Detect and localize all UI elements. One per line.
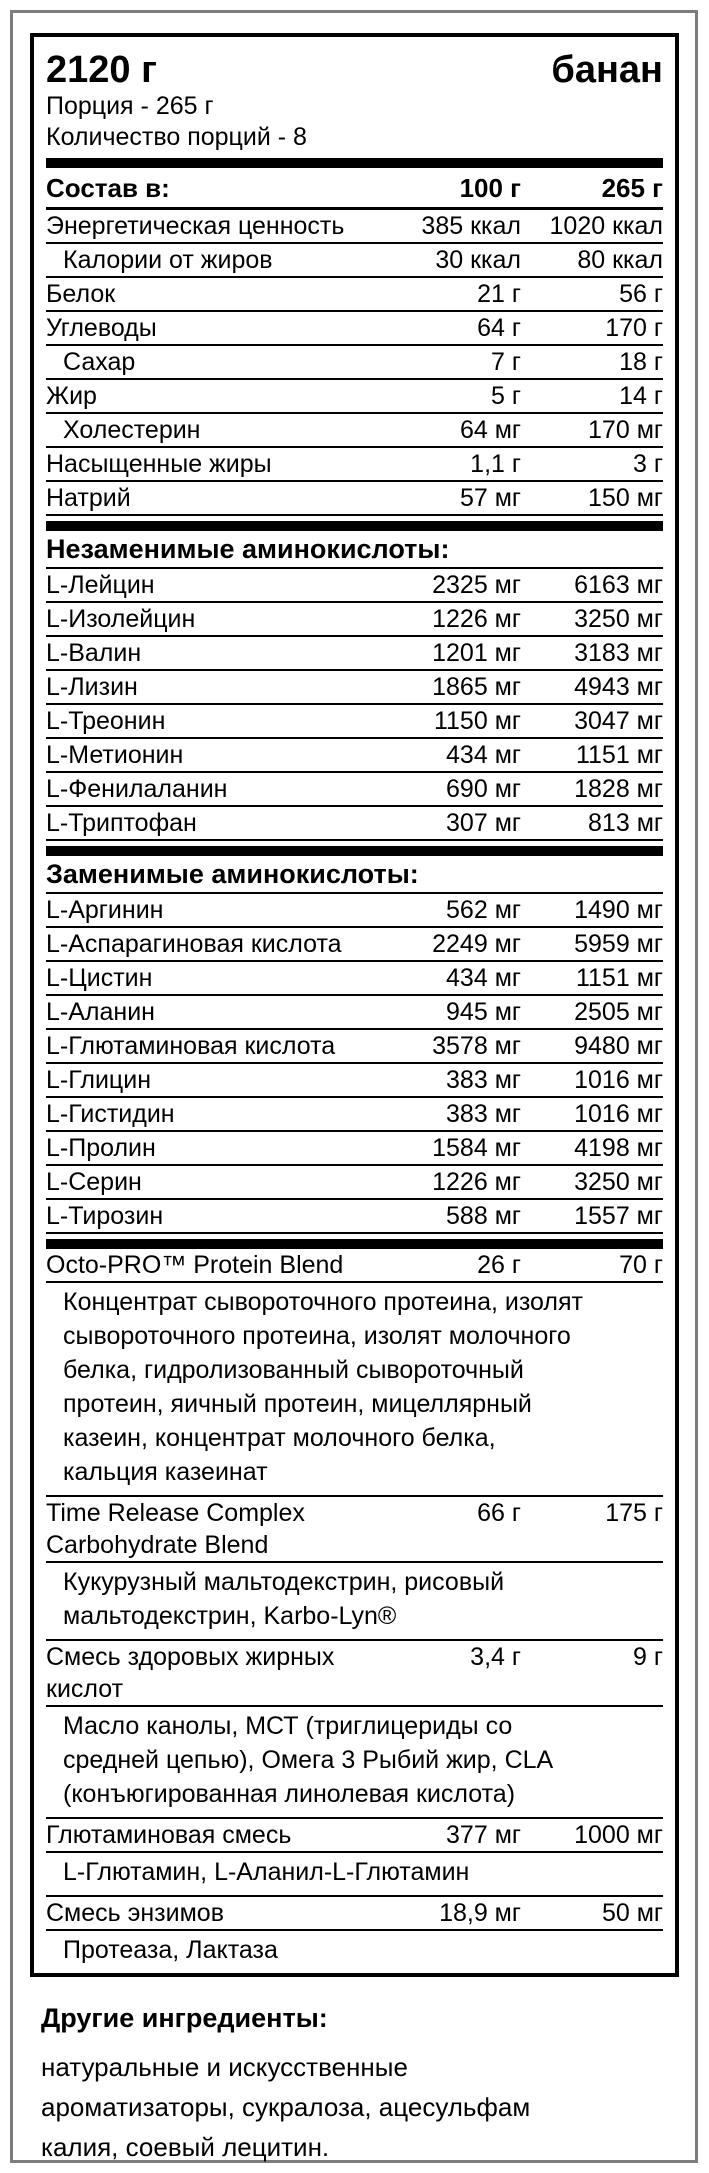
row-name: L-Аспарагиновая кислота [46,930,342,958]
row-value-100g: 1201 мг [432,639,521,667]
row-value-265g: 9480 мг [574,1032,663,1060]
serving-size-line: Порция - 265 г [46,92,214,120]
row-name: L-Изолейцин [46,605,196,633]
row-value-265g: 80 ккал [577,246,663,274]
table-row [46,1200,663,1234]
row-name: L-Валин [46,639,142,667]
row-value-100g: 377 мг [446,1821,521,1849]
row-value-100g: 434 мг [446,964,521,992]
row-value-100g: 5 г [491,382,521,410]
table-row [46,1030,663,1064]
row-value-100g: 383 мг [446,1100,521,1128]
composition-title: Состав в: [46,173,170,203]
row-value-100g: 1,1 г [470,450,521,478]
row-name: Белок [46,280,116,308]
top-divider-bar [46,158,663,168]
row-name: L-Серин [46,1168,142,1196]
row-value-100g: 30 ккал [435,246,521,274]
table-group [46,521,663,841]
table-row [46,278,663,312]
row-value-265g: 4198 мг [574,1134,663,1162]
row-value-265g: 1490 мг [574,896,663,924]
other-ingredients-section [41,2001,675,2167]
row-value-100g: 307 мг [446,809,521,837]
row-value-265g: 9 г [633,1643,663,1671]
column-label-265g: 265 г [601,173,663,203]
column-label-100g: 100 г [459,173,521,203]
outer-frame [10,10,698,2163]
row-name: Смесь здоровых жирных кислот [46,1643,335,1703]
row-value-100g: 26 г [477,1251,521,1279]
row-value-265g: 1000 мг [574,1821,663,1849]
table-row [46,705,663,739]
table-row [46,1132,663,1166]
section-title: Незаменимые аминокислоты: [46,531,663,569]
row-value-100g: 1865 мг [432,673,521,701]
row-value-100g: 57 мг [459,484,521,512]
section-divider-bar [46,846,663,856]
row-name: Насыщенные жиры [46,450,272,478]
row-value-100g: 945 мг [446,998,521,1026]
row-name: L-Фенилаланин [46,775,228,803]
other-ingredients-text: натуральные и искусственные ароматизаторы, сукралоза, ацесульфам калия, соевый лецитин. [41,2052,531,2162]
row-value-265g: 3183 мг [574,639,663,667]
row-name: L-Аланин [46,998,155,1026]
row-value-100g: 2325 мг [432,571,521,599]
flavor-name: банан [551,49,663,91]
row-value-265g: 150 мг [588,484,663,512]
row-value-100g: 64 г [477,314,521,342]
row-value-100g: 66 г [477,1499,521,1527]
row-name: Глютаминовая смесь [46,1821,292,1849]
row-name: L-Метионин [46,741,184,769]
row-value-100g: 562 мг [446,896,521,924]
row-value-100g: 1150 мг [433,707,521,735]
section-divider-bar [46,1239,663,1249]
table-row [46,312,663,346]
total-weight: 2120 г [46,49,157,91]
table-row [46,1166,663,1200]
row-name: Калории от жиров [63,246,273,274]
table-row [46,807,663,841]
table-group [46,1239,663,1971]
row-name: Углеводы [46,314,157,342]
table-row [46,1897,663,1931]
ingredient-note: Протеаза, Лактаза [63,1936,278,1964]
row-value-265g: 50 мг [601,1899,663,1927]
row-value-265g: 5959 мг [574,930,663,958]
composition-column-header [46,168,663,210]
row-value-265g: 1828 мг [574,775,663,803]
row-name: L-Глютаминовая кислота [46,1032,336,1060]
row-name: L-Пролин [46,1134,156,1162]
row-value-265g: 170 г [605,314,663,342]
table-row [46,1249,663,1283]
row-value-265g: 813 мг [588,809,663,837]
table-row [46,448,663,482]
table-row [46,962,663,996]
row-value-265g: 70 г [619,1251,663,1279]
table-row [46,996,663,1030]
row-value-100g: 690 мг [446,775,521,803]
table-group [46,210,663,516]
table-row [46,380,663,414]
row-value-265g: 14 г [619,382,663,410]
row-value-265g: 1151 мг [575,741,663,769]
row-value-265g: 175 г [605,1499,663,1527]
row-name: Time Release Complex Carbohydrate Blend [46,1499,305,1559]
row-value-100g: 1584 мг [432,1134,521,1162]
row-name: L-Аргинин [46,896,164,924]
table-row [46,482,663,516]
section-title: Заменимые аминокислоты: [46,856,663,894]
row-value-265g: 2505 мг [574,998,663,1026]
table-row [46,739,663,773]
table-row [46,603,663,637]
row-value-100g: 383 мг [446,1066,521,1094]
table-row [46,894,663,928]
ingredient-note: L-Глютамин, L-Аланил-L-Глютамин [46,1853,663,1897]
table-row [46,637,663,671]
row-value-265g: 1557 мг [574,1202,663,1230]
row-value-265g: 6163 мг [574,571,663,599]
nutrition-table [46,210,663,1971]
table-row [46,773,663,807]
row-value-265g: 1151 мг [575,964,663,992]
row-name: L-Цистин [46,964,153,992]
row-name: L-Лейцин [46,571,155,599]
ingredient-note: Масло канолы, МСТ (триглицериды со средней цепью), Омега 3 Рыбий жир, CLA (конъюгированная линолевая кислота) [46,1707,663,1819]
row-name: Жир [46,382,97,410]
row-value-265g: 3047 мг [574,707,663,735]
row-value-100g: 3578 мг [432,1032,521,1060]
table-row [46,928,663,962]
row-value-100g: 2249 мг [432,930,521,958]
row-value-100g: 385 ккал [421,212,521,240]
row-name: L-Триптофан [46,809,197,837]
table-row [46,210,663,244]
table-group [46,846,663,1234]
row-name: Сахар [63,348,136,376]
table-row [46,1064,663,1098]
row-value-265g: 170 мг [588,416,663,444]
row-name: L-Треонин [46,707,166,735]
row-value-100g: 1226 мг [432,605,521,633]
row-name: Холестерин [63,416,201,444]
row-value-265g: 3250 мг [574,1168,663,1196]
row-name: L-Тирозин [46,1202,164,1230]
table-row [46,1497,663,1563]
row-value-100g: 588 мг [446,1202,521,1230]
table-row [46,1098,663,1132]
section-divider-bar [46,521,663,531]
row-value-100g: 64 мг [459,416,521,444]
row-value-265g: 1020 ккал [549,212,663,240]
row-value-100g: 7 г [491,348,521,376]
row-name: L-Гистидин [46,1100,175,1128]
table-row [46,671,663,705]
row-value-265g: 3 г [633,450,663,478]
table-row [46,1819,663,1853]
row-value-100g: 21 г [477,280,521,308]
row-name: Смесь энзимов [46,1899,224,1927]
table-row [46,346,663,380]
row-name: Энергетическая ценность [46,212,345,240]
table-row [46,1641,663,1707]
other-ingredients-title: Другие ингредиенты: [41,2003,328,2033]
row-value-265g: 18 г [619,348,663,376]
servings-count-line: Количество порций - 8 [46,123,307,151]
row-value-100g: 3,4 г [470,1643,521,1671]
row-value-100g: 1226 мг [432,1168,521,1196]
table-row [46,414,663,448]
row-value-265g: 3250 мг [574,605,663,633]
row-value-100g: 434 мг [446,741,521,769]
nutrition-facts-box [30,33,679,1977]
row-name: Натрий [46,484,131,512]
row-name: L-Глицин [46,1066,152,1094]
label-header [46,37,663,153]
row-name: Octo-PRO™ Protein Blend [46,1251,344,1279]
row-value-100g: 18,9 мг [439,1899,521,1927]
label-title-row [46,49,663,91]
row-value-265g: 1016 мг [574,1066,663,1094]
row-value-265g: 1016 мг [574,1100,663,1128]
table-row [46,569,663,603]
ingredient-note: Кукурузный мальтодекстрин, рисовый мальтодекстрин, Karbo-Lyn® [46,1563,663,1641]
row-value-265g: 56 г [619,280,663,308]
ingredient-note: Концентрат сывороточного протеина, изолят сывороточного протеина, изолят молочного белка, гидролизованный сывороточный протеин, яичный протеин, мицеллярный казеин, концентрат молочного белка, кальция казеинат [46,1283,663,1497]
row-name: L-Лизин [46,673,138,701]
table-row [46,244,663,278]
row-value-265g: 4943 мг [574,673,663,701]
